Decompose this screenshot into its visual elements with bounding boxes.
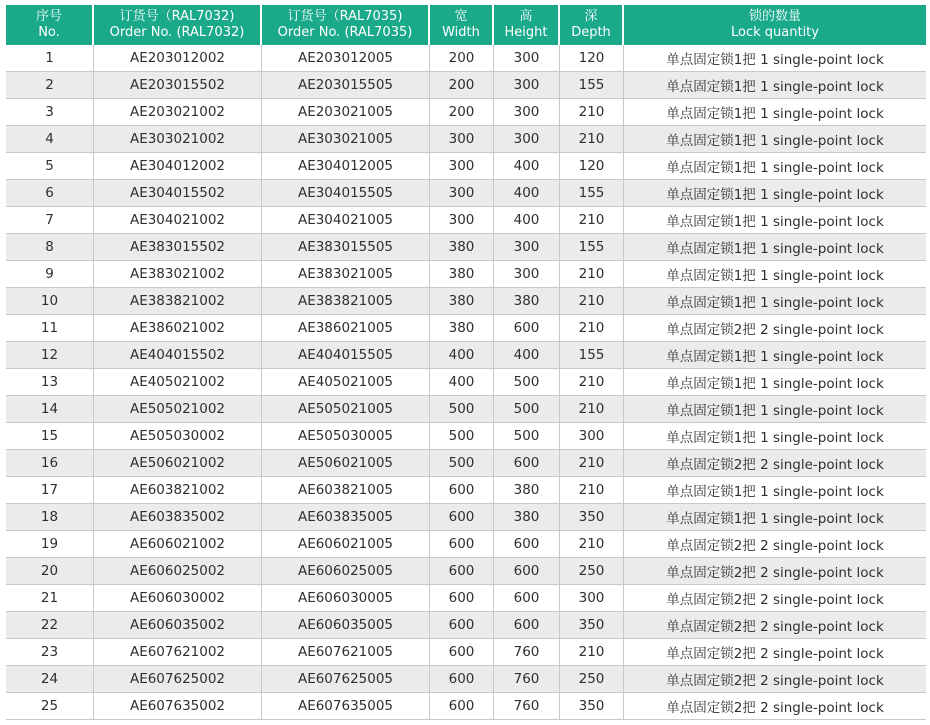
cell-order-ral7035: AE304015505 <box>262 180 430 207</box>
cell-no: 25 <box>6 693 94 720</box>
cell-order-ral7035: AE203021005 <box>262 99 430 126</box>
cell-order-ral7035: AE304021005 <box>262 207 430 234</box>
cell-width: 400 <box>430 342 494 369</box>
cell-no: 10 <box>6 288 94 315</box>
table-row <box>6 477 926 504</box>
cell-no: 19 <box>6 531 94 558</box>
header-height-zh: 高 <box>519 9 533 24</box>
cell-no: 11 <box>6 315 94 342</box>
header-width <box>430 5 494 45</box>
cell-order-ral7032: AE606025002 <box>94 558 262 585</box>
cell-no: 1 <box>6 45 94 72</box>
cell-depth: 350 <box>560 693 624 720</box>
table-row <box>6 558 926 585</box>
table-row <box>6 342 926 369</box>
cell-order-ral7035: AE603821005 <box>262 477 430 504</box>
cell-height: 380 <box>494 504 560 531</box>
cell-width: 380 <box>430 315 494 342</box>
cell-no: 2 <box>6 72 94 99</box>
cell-order-ral7035: AE383821005 <box>262 288 430 315</box>
cell-depth: 350 <box>560 504 624 531</box>
cell-depth: 300 <box>560 423 624 450</box>
cell-no: 18 <box>6 504 94 531</box>
cell-no: 9 <box>6 261 94 288</box>
cell-no: 7 <box>6 207 94 234</box>
cell-order-ral7035: AE505030005 <box>262 423 430 450</box>
cell-no: 4 <box>6 126 94 153</box>
cell-lock-quantity: 单点固定锁2把 2 single-point lock <box>624 315 926 342</box>
cell-order-ral7035: AE607635005 <box>262 693 430 720</box>
cell-lock-quantity: 单点固定锁2把 2 single-point lock <box>624 585 926 612</box>
cell-order-ral7035: AE203015505 <box>262 72 430 99</box>
cell-lock-quantity: 单点固定锁1把 1 single-point lock <box>624 261 926 288</box>
cell-height: 500 <box>494 423 560 450</box>
table-row <box>6 531 926 558</box>
cell-lock-quantity: 单点固定锁2把 2 single-point lock <box>624 531 926 558</box>
cell-no: 16 <box>6 450 94 477</box>
cell-depth: 250 <box>560 558 624 585</box>
table-row <box>6 72 926 99</box>
cell-order-ral7035: AE606021005 <box>262 531 430 558</box>
cell-lock-quantity: 单点固定锁2把 2 single-point lock <box>624 450 926 477</box>
cell-depth: 210 <box>560 288 624 315</box>
cell-no: 17 <box>6 477 94 504</box>
cell-depth: 210 <box>560 477 624 504</box>
cell-no: 23 <box>6 639 94 666</box>
cell-order-ral7035: AE404015505 <box>262 342 430 369</box>
table-row <box>6 585 926 612</box>
table-row <box>6 612 926 639</box>
cell-order-ral7032: AE203012002 <box>94 45 262 72</box>
cell-no: 6 <box>6 180 94 207</box>
header-lock-quantity-zh: 锁的数量 <box>748 9 801 24</box>
cell-lock-quantity: 单点固定锁1把 1 single-point lock <box>624 126 926 153</box>
cell-order-ral7035: AE606025005 <box>262 558 430 585</box>
cell-lock-quantity: 单点固定锁1把 1 single-point lock <box>624 234 926 261</box>
cell-width: 300 <box>430 180 494 207</box>
cell-order-ral7035: AE606035005 <box>262 612 430 639</box>
cell-depth: 155 <box>560 234 624 261</box>
cell-width: 600 <box>430 585 494 612</box>
cell-height: 600 <box>494 315 560 342</box>
cell-width: 300 <box>430 126 494 153</box>
header-row <box>6 5 926 45</box>
cell-depth: 210 <box>560 207 624 234</box>
table-body <box>6 45 926 720</box>
header-depth <box>560 5 624 45</box>
table-row <box>6 504 926 531</box>
cell-width: 380 <box>430 288 494 315</box>
cell-width: 300 <box>430 207 494 234</box>
cell-width: 600 <box>430 504 494 531</box>
cell-no: 22 <box>6 612 94 639</box>
header-lock-quantity-en: Lock quantity <box>731 25 819 40</box>
table-row <box>6 396 926 423</box>
header-no-en: No. <box>38 25 60 40</box>
cell-height: 380 <box>494 288 560 315</box>
cell-width: 600 <box>430 477 494 504</box>
cell-order-ral7032: AE506021002 <box>94 450 262 477</box>
table-row <box>6 207 926 234</box>
cell-height: 400 <box>494 207 560 234</box>
cell-lock-quantity: 单点固定锁1把 1 single-point lock <box>624 288 926 315</box>
cell-lock-quantity: 单点固定锁1把 1 single-point lock <box>624 153 926 180</box>
cell-depth: 210 <box>560 315 624 342</box>
cell-lock-quantity: 单点固定锁1把 1 single-point lock <box>624 207 926 234</box>
cell-order-ral7035: AE304012005 <box>262 153 430 180</box>
cell-order-ral7032: AE304012002 <box>94 153 262 180</box>
cell-depth: 210 <box>560 99 624 126</box>
cell-height: 600 <box>494 612 560 639</box>
cell-no: 14 <box>6 396 94 423</box>
table-row <box>6 45 926 72</box>
cell-width: 400 <box>430 369 494 396</box>
table-row <box>6 315 926 342</box>
table-row <box>6 234 926 261</box>
cell-order-ral7032: AE383021002 <box>94 261 262 288</box>
cell-height: 400 <box>494 342 560 369</box>
cell-height: 760 <box>494 639 560 666</box>
cell-height: 760 <box>494 693 560 720</box>
cell-width: 600 <box>430 693 494 720</box>
cell-order-ral7035: AE303021005 <box>262 126 430 153</box>
cell-depth: 210 <box>560 126 624 153</box>
cell-no: 20 <box>6 558 94 585</box>
table-row <box>6 180 926 207</box>
cell-height: 300 <box>494 234 560 261</box>
table-row <box>6 153 926 180</box>
header-width-en: Width <box>442 25 480 40</box>
cell-depth: 120 <box>560 45 624 72</box>
cell-height: 500 <box>494 369 560 396</box>
cell-lock-quantity: 单点固定锁1把 1 single-point lock <box>624 45 926 72</box>
cell-height: 600 <box>494 450 560 477</box>
cell-height: 300 <box>494 99 560 126</box>
header-lock-quantity <box>624 5 926 45</box>
cell-depth: 120 <box>560 153 624 180</box>
cell-width: 380 <box>430 234 494 261</box>
cell-order-ral7032: AE606021002 <box>94 531 262 558</box>
table-row <box>6 666 926 693</box>
cell-width: 600 <box>430 612 494 639</box>
cell-order-ral7032: AE607625002 <box>94 666 262 693</box>
cell-lock-quantity: 单点固定锁2把 2 single-point lock <box>624 558 926 585</box>
cell-height: 600 <box>494 585 560 612</box>
header-height-en: Height <box>504 25 548 40</box>
cell-depth: 155 <box>560 342 624 369</box>
cell-no: 8 <box>6 234 94 261</box>
header-no-zh: 序号 <box>35 9 62 24</box>
cell-order-ral7035: AE505021005 <box>262 396 430 423</box>
cell-order-ral7035: AE603835005 <box>262 504 430 531</box>
header-depth-zh: 深 <box>584 9 598 24</box>
cell-order-ral7032: AE203015502 <box>94 72 262 99</box>
cell-order-ral7035: AE383021005 <box>262 261 430 288</box>
cell-order-ral7032: AE383015502 <box>94 234 262 261</box>
table-row <box>6 369 926 396</box>
cell-order-ral7035: AE607625005 <box>262 666 430 693</box>
cell-order-ral7032: AE404015502 <box>94 342 262 369</box>
cell-order-ral7032: AE505021002 <box>94 396 262 423</box>
table-row <box>6 693 926 720</box>
cell-height: 600 <box>494 558 560 585</box>
cell-order-ral7032: AE203021002 <box>94 99 262 126</box>
cell-order-ral7035: AE607621005 <box>262 639 430 666</box>
cell-height: 300 <box>494 72 560 99</box>
cell-no: 3 <box>6 99 94 126</box>
cell-order-ral7035: AE386021005 <box>262 315 430 342</box>
cell-depth: 210 <box>560 450 624 477</box>
cell-height: 600 <box>494 531 560 558</box>
cell-depth: 155 <box>560 72 624 99</box>
cell-lock-quantity: 单点固定锁1把 1 single-point lock <box>624 423 926 450</box>
cell-height: 760 <box>494 666 560 693</box>
header-order-ral7032 <box>94 5 262 45</box>
cell-width: 500 <box>430 396 494 423</box>
cell-width: 600 <box>430 666 494 693</box>
cell-lock-quantity: 单点固定锁2把 2 single-point lock <box>624 693 926 720</box>
cell-order-ral7035: AE383015505 <box>262 234 430 261</box>
cell-depth: 350 <box>560 612 624 639</box>
cell-height: 500 <box>494 396 560 423</box>
table-row <box>6 288 926 315</box>
spec-table <box>6 5 926 720</box>
cell-width: 200 <box>430 45 494 72</box>
cell-order-ral7032: AE303021002 <box>94 126 262 153</box>
cell-depth: 300 <box>560 585 624 612</box>
table-row <box>6 99 926 126</box>
cell-order-ral7035: AE405021005 <box>262 369 430 396</box>
cell-order-ral7032: AE304021002 <box>94 207 262 234</box>
cell-width: 500 <box>430 450 494 477</box>
cell-lock-quantity: 单点固定锁2把 2 single-point lock <box>624 666 926 693</box>
table-row <box>6 450 926 477</box>
cell-lock-quantity: 单点固定锁1把 1 single-point lock <box>624 396 926 423</box>
cell-height: 300 <box>494 261 560 288</box>
cell-order-ral7035: AE506021005 <box>262 450 430 477</box>
cell-lock-quantity: 单点固定锁1把 1 single-point lock <box>624 72 926 99</box>
cell-width: 200 <box>430 99 494 126</box>
cell-lock-quantity: 单点固定锁1把 1 single-point lock <box>624 504 926 531</box>
header-order-ral7032-zh: 订货号（RAL7032) <box>119 9 235 24</box>
cell-lock-quantity: 单点固定锁1把 1 single-point lock <box>624 369 926 396</box>
cell-width: 600 <box>430 531 494 558</box>
cell-height: 300 <box>494 126 560 153</box>
header-no <box>6 5 94 45</box>
table-row <box>6 423 926 450</box>
cell-height: 400 <box>494 153 560 180</box>
cell-no: 13 <box>6 369 94 396</box>
cell-width: 500 <box>430 423 494 450</box>
cell-lock-quantity: 单点固定锁2把 2 single-point lock <box>624 612 926 639</box>
cell-order-ral7032: AE505030002 <box>94 423 262 450</box>
cell-no: 12 <box>6 342 94 369</box>
cell-order-ral7035: AE606030005 <box>262 585 430 612</box>
cell-order-ral7032: AE606035002 <box>94 612 262 639</box>
header-order-ral7032-en: Order No. (RAL7032) <box>109 25 245 40</box>
header-order-ral7035-en: Order No. (RAL7035) <box>277 25 413 40</box>
cell-order-ral7032: AE386021002 <box>94 315 262 342</box>
cell-order-ral7032: AE603821002 <box>94 477 262 504</box>
header-order-ral7035 <box>262 5 430 45</box>
cell-lock-quantity: 单点固定锁1把 1 single-point lock <box>624 477 926 504</box>
table-header <box>6 5 926 45</box>
cell-lock-quantity: 单点固定锁2把 2 single-point lock <box>624 639 926 666</box>
cell-no: 24 <box>6 666 94 693</box>
cell-lock-quantity: 单点固定锁1把 1 single-point lock <box>624 342 926 369</box>
cell-no: 5 <box>6 153 94 180</box>
cell-depth: 210 <box>560 396 624 423</box>
header-width-zh: 宽 <box>454 9 468 24</box>
cell-width: 300 <box>430 153 494 180</box>
cell-order-ral7035: AE203012005 <box>262 45 430 72</box>
cell-width: 600 <box>430 558 494 585</box>
header-height <box>494 5 560 45</box>
cell-no: 15 <box>6 423 94 450</box>
cell-order-ral7032: AE405021002 <box>94 369 262 396</box>
cell-depth: 210 <box>560 531 624 558</box>
cell-order-ral7032: AE606030002 <box>94 585 262 612</box>
table-row <box>6 261 926 288</box>
cell-width: 380 <box>430 261 494 288</box>
cell-order-ral7032: AE607621002 <box>94 639 262 666</box>
table-row <box>6 126 926 153</box>
cell-order-ral7032: AE603835002 <box>94 504 262 531</box>
cell-height: 380 <box>494 477 560 504</box>
cell-depth: 210 <box>560 639 624 666</box>
cell-height: 400 <box>494 180 560 207</box>
table-row <box>6 639 926 666</box>
cell-depth: 155 <box>560 180 624 207</box>
cell-order-ral7032: AE607635002 <box>94 693 262 720</box>
cell-no: 21 <box>6 585 94 612</box>
cell-width: 600 <box>430 639 494 666</box>
header-order-ral7035-zh: 订货号（RAL7035) <box>287 9 403 24</box>
header-depth-en: Depth <box>571 25 611 40</box>
cell-order-ral7032: AE383821002 <box>94 288 262 315</box>
cell-lock-quantity: 单点固定锁1把 1 single-point lock <box>624 99 926 126</box>
cell-width: 200 <box>430 72 494 99</box>
cell-depth: 210 <box>560 369 624 396</box>
cell-order-ral7032: AE304015502 <box>94 180 262 207</box>
cell-height: 300 <box>494 45 560 72</box>
cell-depth: 210 <box>560 261 624 288</box>
cell-lock-quantity: 单点固定锁1把 1 single-point lock <box>624 180 926 207</box>
cell-depth: 250 <box>560 666 624 693</box>
